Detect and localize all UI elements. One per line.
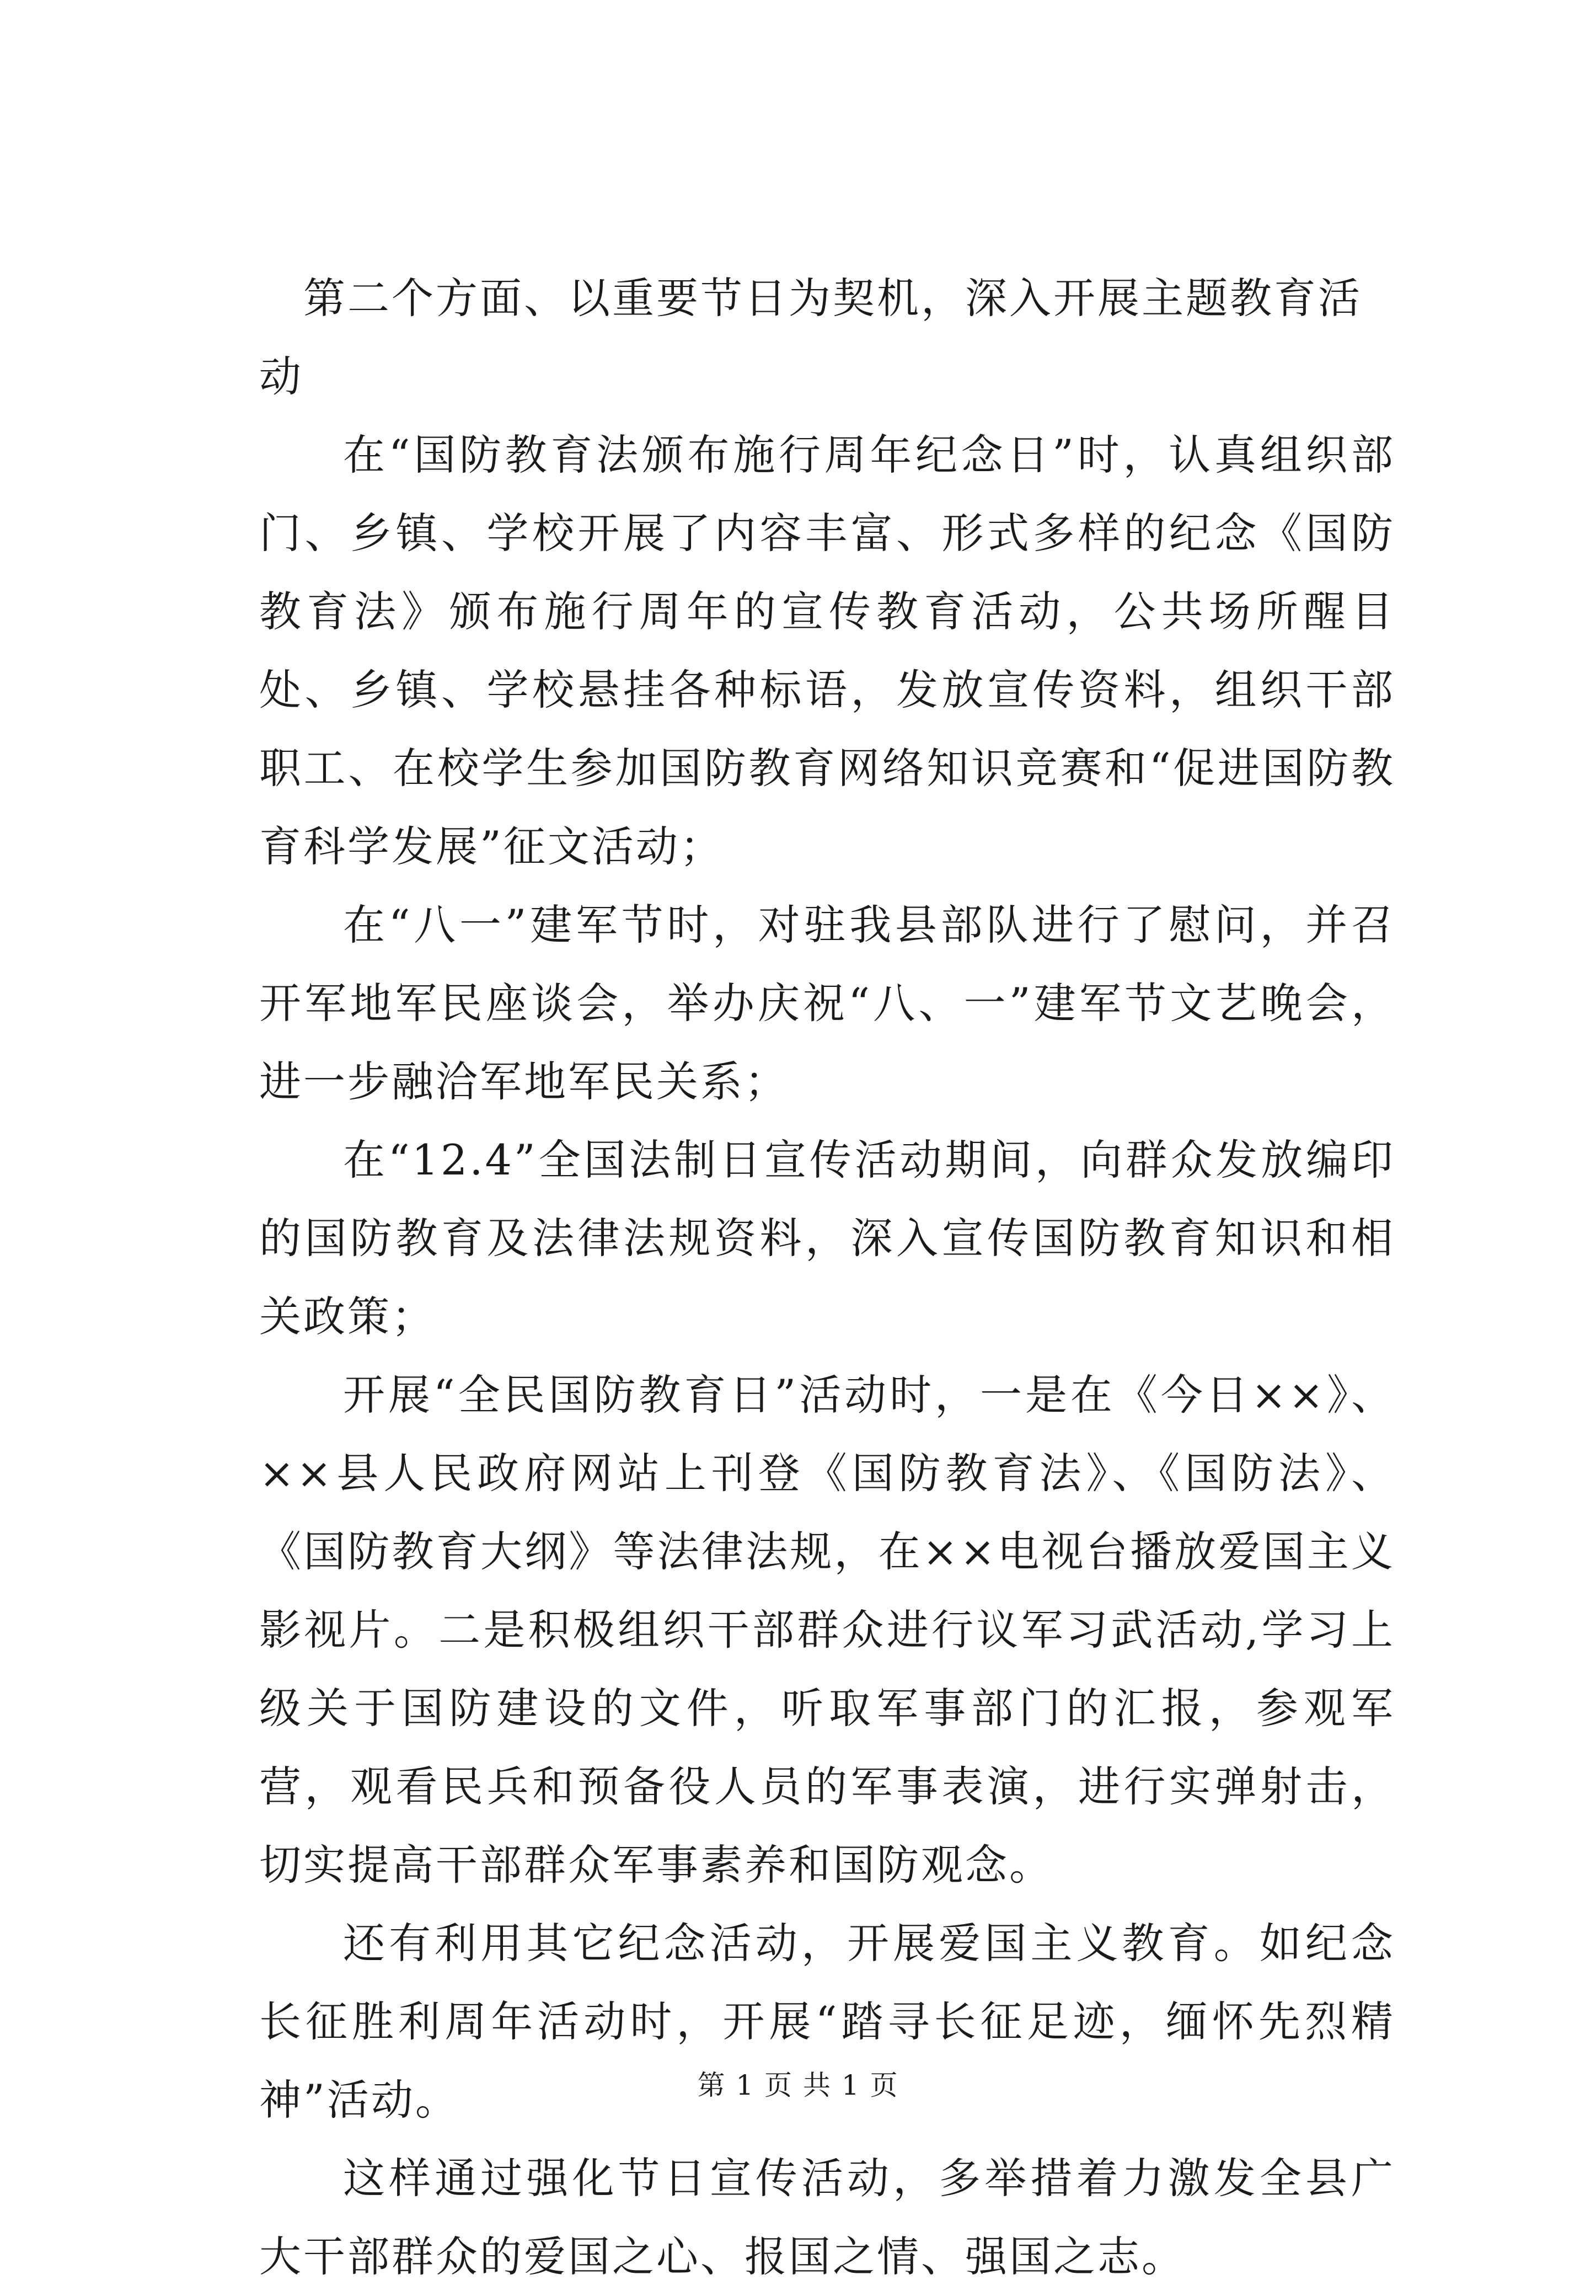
paragraph-national-defense-law-day: 在“国防教育法颁布施行周年纪念日”时，认真组织部门、乡镇、学校开展了内容丰富、形式多样的纪念《国防教育法》颁布施行周年的宣传教育活动，公共场所醒目处、乡镇、学校悬挂各种标语，发放宣传资料，组织干部职工、在校学生参加国防教育网络知识竞赛和“促进国防教育科学发展”征文活动；	[259, 430, 1395, 871]
paragraph-army-day: 在“八一”建军节时，对驻我县部队进行了慰问，并召开军地军民座谈会，举办庆祝“八、一”建军节文艺晚会，进一步融洽军地军民关系；	[259, 900, 1395, 1106]
page-footer: 第 1 页 共 1 页	[697, 2069, 899, 2101]
paragraph-national-defense-education-day: 开展“全民国防教育日”活动时，一是在《今日××》、××县人民政府网站上刊登《国防教育法》、《国防法》、《国防教育大纲》等法律法规，在××电视台播放爱国主义影视片。二是积极组织干部群众进行议军习武活动,学习上级关于国防建设的文件，听取军事部门的汇报，参观军营，观看民兵和预备役人员的军事表演，进行实弹射击，切实提高干部群众军事素养和国防观念。	[259, 1370, 1395, 1889]
paragraph-legal-day: 在“12.4”全国法制日宣传活动期间，向群众发放编印的国防教育及法律法规资料，深入宣传国防教育知识和相关政策；	[259, 1135, 1395, 1341]
section-heading: 第二个方面、以重要节日为契机，深入开展主题教育活动	[259, 274, 1362, 401]
paragraph-other-commemorations: 还有利用其它纪念活动，开展爱国主义教育。如纪念长征胜利周年活动时，开展“踏寻长征足迹，缅怀先烈精神”活动。	[259, 1919, 1395, 2124]
paragraph-conclusion: 这样通过强化节日宣传活动，多举措着力激发全县广大干部群众的爱国之心、报国之情、强国之志。	[259, 2154, 1395, 2281]
document-body	[259, 259, 1395, 2296]
